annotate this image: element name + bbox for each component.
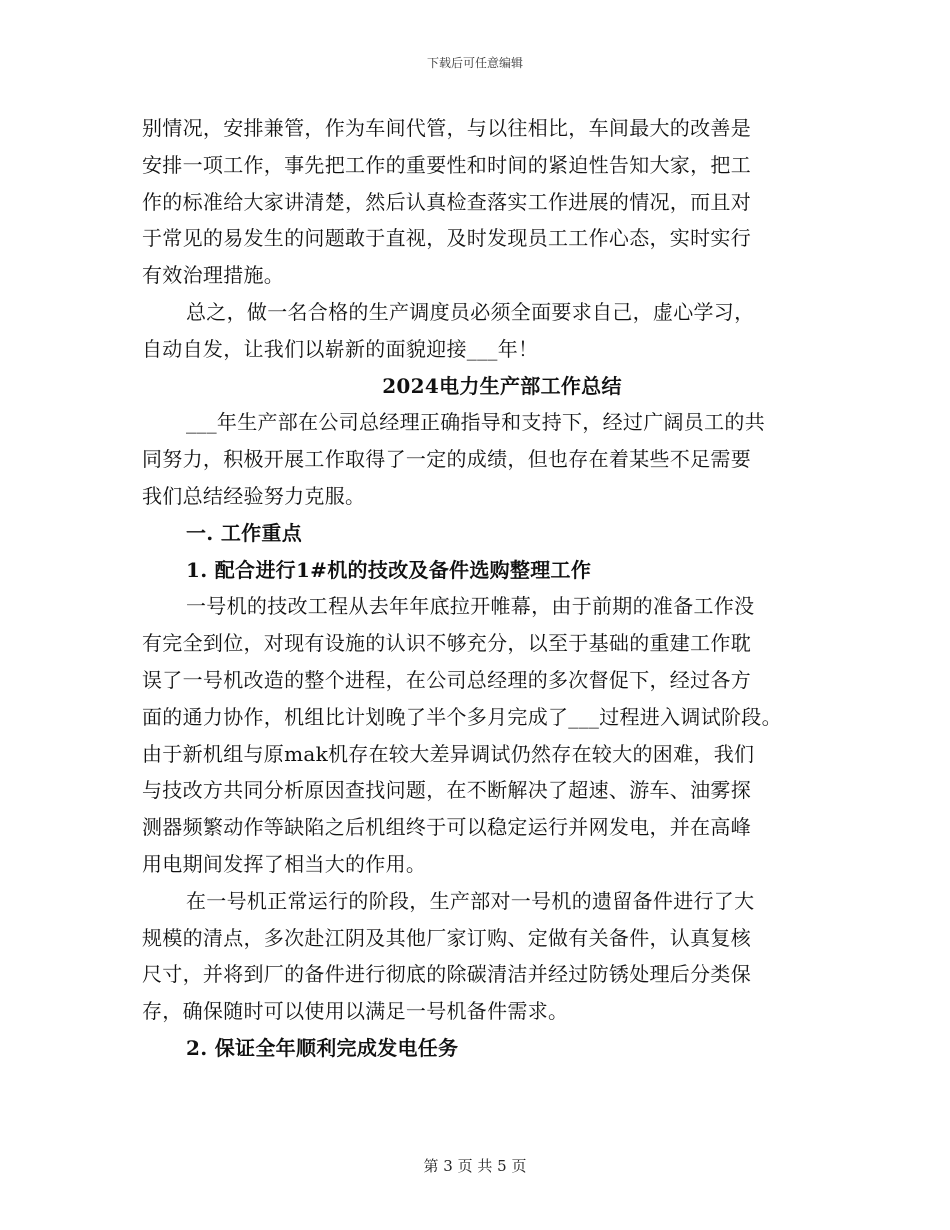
text-line: 与技改方共同分析原因查找问题，在不断解决了超速、游车、油雾探 xyxy=(142,778,751,803)
text-line: 尺寸，并将到厂的备件进行彻底的除碳清洁并经过防锈处理后分类保 xyxy=(142,962,751,987)
text-line: 测器频繁动作等缺陷之后机组终于可以稳定运行并网发电，并在高峰 xyxy=(142,815,751,840)
section-title: 2024电力生产部工作总结 xyxy=(382,373,622,398)
page-number: 第 3 页 共 5 页 xyxy=(423,1157,527,1175)
heading-work-focus: 一. 工作重点 xyxy=(186,520,303,545)
text-line: 面的通力协作，机组比计划晚了半个多月完成了___过程进入调试阶段。 xyxy=(142,704,782,729)
text-line: 在一号机正常运行的阶段，生产部对一号机的遗留备件进行了大 xyxy=(186,888,755,913)
text-line: 同努力，积极开展工作取得了一定的成绩，但也存在着某些不足需要 xyxy=(142,447,751,472)
header-note: 下载后可任意编辑 xyxy=(426,56,523,70)
text-line: 我们总结经验努力克服。 xyxy=(142,483,366,508)
text-line: 有效治理措施。 xyxy=(142,263,285,288)
text-line: 别情况，安排兼管，作为车间代管，与以往相比，车间最大的改善是 xyxy=(142,116,751,140)
text-line: 安排一项工作，事先把工作的重要性和时间的紧迫性告知大家，把工 xyxy=(142,152,751,177)
text-line: 由于新机组与原mak机存在较大差异调试仍然存在较大的困难，我们 xyxy=(142,741,755,766)
text-line: 一号机的技改工程从去年年底拉开帷幕，由于前期的准备工作没 xyxy=(186,594,755,619)
heading-item-2: 2. 保证全年顺利完成发电任务 xyxy=(186,1035,459,1060)
heading-item-1: 1. 配合进行1#机的技改及备件选购整理工作 xyxy=(186,557,592,582)
text-line: 存，确保随时可以使用以满足一号机备件需求。 xyxy=(142,999,569,1024)
text-line: 于常见的易发生的问题敢于直视，及时发现员工工作心态，实时实行 xyxy=(142,226,751,251)
text-line: 用电期间发挥了相当大的作用。 xyxy=(142,851,427,876)
text-line: 误了一号机改造的整个进程，在公司总经理的多次督促下，经过各方 xyxy=(142,667,751,692)
document-body xyxy=(142,110,822,1067)
text-line: 有完全到位，对现有设施的认识不够充分，以至于基础的重建工作耽 xyxy=(142,631,751,656)
text-line: 总之，做一名合格的生产调度员必须全面要求自己，虚心学习， xyxy=(186,299,755,324)
text-line: 自动自发，让我们以崭新的面貌迎接___年！ xyxy=(142,336,539,361)
text-line: 作的标准给大家讲清楚，然后认真检查落实工作进展的情况，而且对 xyxy=(142,189,751,214)
text-line: ___年生产部在公司总经理正确指导和支持下，经过广阔员工的共 xyxy=(186,410,765,435)
text-line: 规模的清点，多次赴江阴及其他厂家订购、定做有关备件，认真复核 xyxy=(142,925,751,950)
